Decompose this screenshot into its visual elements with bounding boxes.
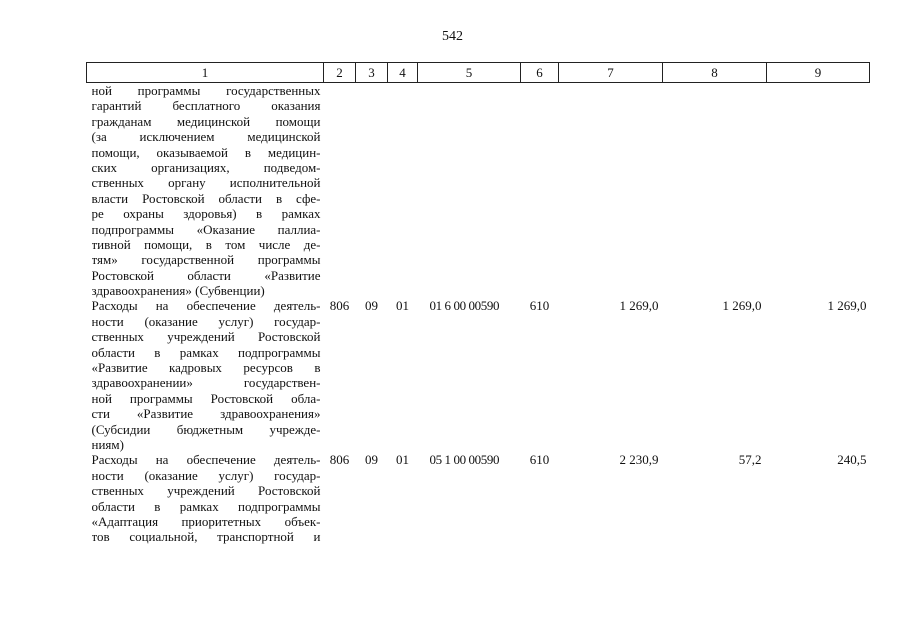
description-line: области в рамках подпрограммы — [91, 498, 321, 514]
description-line: власти Ростовской области в сфе- — [91, 190, 321, 206]
header-row — [87, 63, 870, 83]
description-line: ниям) — [91, 436, 124, 452]
description-line: гарантий бесплатного оказания — [91, 98, 321, 114]
description-line: помощи, оказываемой в медицин- — [91, 144, 321, 160]
header-col-1: 1 — [87, 63, 324, 83]
table-row — [87, 298, 870, 452]
cell-expense-type: 610 — [529, 452, 550, 468]
header-col-6: 6 — [521, 63, 559, 83]
cell-amount-year2 — [663, 83, 767, 299]
description-line: ности (оказание услуг) государ- — [91, 467, 321, 483]
description-line: области в рамках подпрограммы — [91, 344, 321, 360]
cell-subsection: 01 — [396, 452, 409, 468]
cell-amount-year1: 2 230,9 — [619, 452, 659, 468]
cell-amount-year3 — [767, 83, 870, 299]
cell-expense-type: 610 — [529, 298, 550, 314]
description-line: Расходы на обеспечение деятель- — [91, 452, 321, 468]
header-col-5: 5 — [418, 63, 521, 83]
cell-subsection: 01 — [396, 298, 409, 314]
cell-amount-year3: 1 269,0 — [827, 298, 867, 314]
cell-amount-year2: 1 269,0 — [722, 298, 762, 314]
budget-table — [86, 62, 870, 545]
cell-subsection — [388, 83, 418, 299]
cell-ministry-code: 806 — [329, 298, 350, 314]
description-line: ственных учреждений Ростовской — [91, 483, 321, 499]
description-line: ной программы государственных — [91, 83, 321, 98]
cell-expense-type — [521, 83, 559, 299]
description-line: подпрограммы «Оказание паллиа- — [91, 221, 321, 237]
description-line: тов социальной, транспортной и — [91, 529, 321, 545]
row-description — [87, 452, 324, 544]
description-line: ственных органу исполнительной — [91, 175, 321, 191]
description-line: сти «Развитие здравоохранения» — [91, 406, 321, 422]
cell-amount-year1: 1 269,0 — [619, 298, 659, 314]
cell-section: 09 — [365, 452, 378, 468]
description-line: Расходы на обеспечение деятель- — [91, 298, 321, 314]
description-line: (Субсидии бюджетным учрежде- — [91, 421, 321, 437]
description-line: «Адаптация приоритетных объек- — [91, 513, 321, 529]
header-col-3: 3 — [356, 63, 388, 83]
cell-section — [356, 83, 388, 299]
header-col-7: 7 — [559, 63, 663, 83]
table-body — [87, 83, 870, 545]
description-line: ственных учреждений Ростовской — [91, 329, 321, 345]
cell-amount-year3: 240,5 — [837, 452, 867, 468]
cell-amount-year2: 57,2 — [738, 452, 762, 468]
cell-target-article: 01 6 00 00590 — [429, 298, 500, 314]
description-line: ских организациях, подведом- — [91, 159, 321, 175]
row-description — [87, 83, 324, 299]
description-line: Ростовской области «Развитие — [91, 267, 321, 283]
description-line: тивной помощи, в том числе де- — [91, 236, 321, 252]
cell-target-article — [418, 83, 521, 299]
description-line: ре охраны здоровья) в рамках — [91, 206, 321, 222]
description-line: ности (оказание услуг) государ- — [91, 313, 321, 329]
header-col-4: 4 — [388, 63, 418, 83]
cell-ministry-code: 806 — [329, 452, 350, 468]
header-col-2: 2 — [324, 63, 356, 83]
page-number: 542 — [442, 29, 463, 44]
description-line: тям» государственной программы — [91, 252, 321, 268]
description-line: здравоохранения» (Субвенции) — [91, 283, 265, 299]
description-line: здравоохранении» государствен- — [91, 375, 321, 391]
table-row — [87, 452, 870, 544]
header-col-9: 9 — [767, 63, 870, 83]
table-header — [87, 63, 870, 83]
description-line: (за исключением медицинской — [91, 129, 321, 145]
cell-amount-year1 — [559, 83, 663, 299]
description-line: «Развитие кадровых ресурсов в — [91, 360, 321, 376]
description-line: гражданам медицинской помощи — [91, 113, 321, 129]
row-description — [87, 298, 324, 452]
cell-section: 09 — [365, 298, 378, 314]
table-row — [87, 83, 870, 299]
cell-ministry-code — [324, 83, 356, 299]
cell-target-article: 05 1 00 00590 — [429, 452, 500, 468]
description-line: ной программы Ростовской обла- — [91, 390, 321, 406]
header-col-8: 8 — [663, 63, 767, 83]
